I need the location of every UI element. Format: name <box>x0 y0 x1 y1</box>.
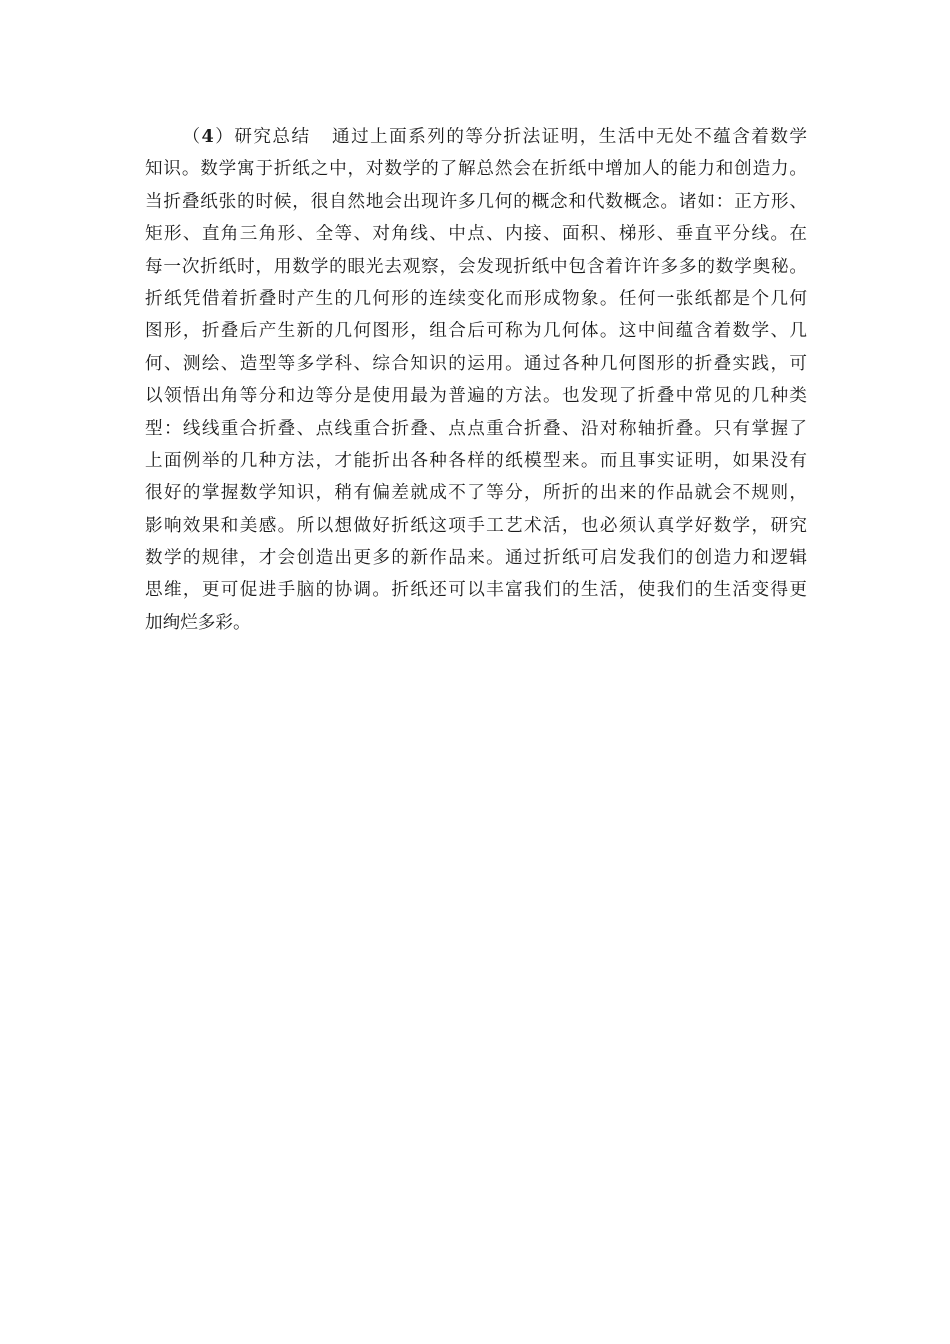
paragraph-line: 图形，折叠后产生新的几何图形，组合后可称为几何体。这中间蕴含着数学、几 <box>145 321 807 342</box>
paragraph-line: 当折叠纸张的时候，很自然地会出现许多几何的概念和代数概念。诸如：正方形、 <box>145 191 807 212</box>
paragraph-line: 矩形、直角三角形、全等、对角线、中点、内接、面积、梯形、垂直平分线。在 <box>145 224 807 245</box>
paragraph-line: 影响效果和美感。所以想做好折纸这项手工艺术活，也必须认真学好数学，研究 <box>145 515 807 536</box>
paragraph-line: 上面例举的几种方法，才能折出各种各样的纸模型来。而且事实证明，如果没有 <box>145 450 807 471</box>
paragraph-line: 很好的掌握数学知识，稍有偏差就成不了等分，所折的出来的作品就会不规则， <box>145 483 807 504</box>
paragraph-line-last: 加绚烂多彩。 <box>145 612 251 633</box>
summary-paragraph <box>145 121 807 639</box>
section-paren-open: （ <box>181 127 202 147</box>
paragraph-line-1-text: 通过上面系列的等分折法证明，生活中无处不蕴含着数学 <box>330 127 807 147</box>
paragraph-line-1 <box>145 121 807 153</box>
paragraph-line: 何、测绘、造型等多学科、综合知识的运用。通过各种几何图形的折叠实践，可 <box>145 353 807 374</box>
section-paren-close: ） <box>213 127 235 147</box>
paragraph-line: 思维，更可促进手脑的协调。折纸还可以丰富我们的生活，使我们的生活变得更 <box>145 580 807 601</box>
section-heading: 研究总结 <box>234 127 311 147</box>
paragraph-line: 数学的规律，才会创造出更多的新作品来。通过折纸可启发我们的创造力和逻辑 <box>145 548 807 569</box>
paragraph-line: 以领悟出角等分和边等分是使用最为普遍的方法。也发现了折叠中常见的几种类 <box>145 386 807 407</box>
paragraph-line: 每一次折纸时，用数学的眼光去观察，会发现折纸中包含着许许多多的数学奥秘。 <box>145 256 807 277</box>
paragraph-line: 知识。数学寓于折纸之中，对数学的了解总然会在折纸中增加人的能力和创造力。 <box>145 159 807 180</box>
paragraph-line: 折纸凭借着折叠时产生的几何形的连续变化而形成物象。任何一张纸都是个几何 <box>145 288 807 309</box>
paragraph-line: 型：线线重合折叠、点线重合折叠、点点重合折叠、沿对称轴折叠。只有掌握了 <box>145 418 807 439</box>
section-number: 4 <box>201 126 214 147</box>
